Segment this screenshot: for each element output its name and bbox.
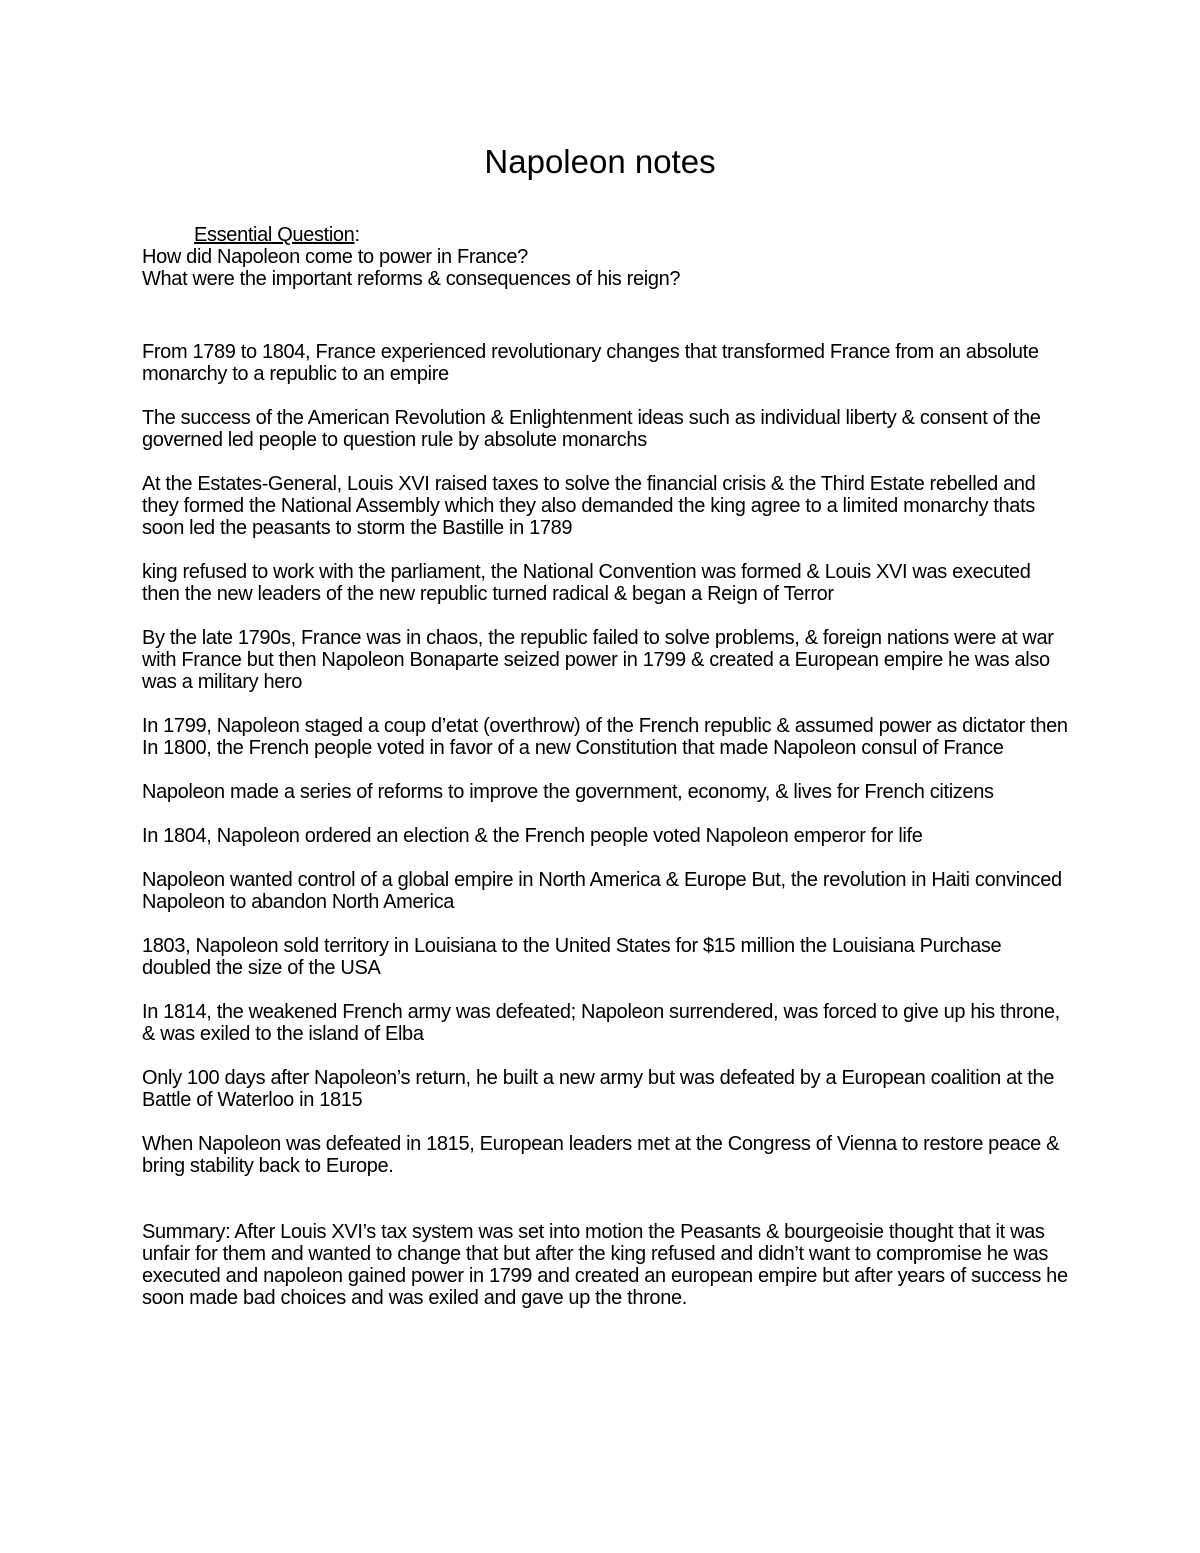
note-paragraph: The success of the American Revolution & Enlightenment ideas such as individual liberty & consent of the governed led people to question rule by absolute monarchs xyxy=(142,407,1041,451)
note-paragraph: Napoleon wanted control of a global empire in North America & Europe But, the revolution in Haiti convinced Napoleon to abandon North America xyxy=(142,869,1062,913)
essential-question-colon: : xyxy=(354,224,360,246)
note-paragraph: At the Estates-General, Louis XVI raised taxes to solve the financial crisis & the Third Estate rebelled and they formed the National Assembly which they also demanded the king agree to a limited monarchy thats soon led the peasants to storm the Bastille in 1789 xyxy=(142,473,1036,539)
note-paragraph: Only 100 days after Napoleon’s return, he built a new army but was defeated by a European coalition at the Battle of Waterloo in 1815 xyxy=(142,1067,1055,1111)
note-paragraph: 1803, Napoleon sold territory in Louisiana to the United States for $15 million the Louisiana Purchase doubled the size of the USA xyxy=(142,935,1002,979)
note-paragraph: In 1804, Napoleon ordered an election & the French people voted Napoleon emperor for life xyxy=(142,825,923,847)
note-paragraph: When Napoleon was defeated in 1815, European leaders met at the Congress of Vienna to restore peace & bring stability back to Europe. xyxy=(142,1133,1060,1177)
note-paragraph: From 1789 to 1804, France experienced revolutionary changes that transformed France from an absolute monarchy to a republic to an empire xyxy=(142,341,1039,385)
note-paragraph: king refused to work with the parliament, the National Convention was formed & Louis XVI was executed then the new leaders of the new republic turned radical & began a Reign of Terror xyxy=(142,561,1031,605)
question-item: What were the important reforms & consequences of his reign? xyxy=(142,268,681,290)
note-paragraph: In 1799, Napoleon staged a coup d’etat (overthrow) of the French republic & assumed power as dictator then In 1800, the French people voted in favor of a new Constitution that made Napoleon consul of France xyxy=(142,715,1068,759)
note-paragraph: Napoleon made a series of reforms to improve the government, economy, & lives for French citizens xyxy=(142,781,994,803)
summary-paragraph: Summary: After Louis XVI’s tax system was set into motion the Peasants & bourgeoisie thought that it was unfair for them and wanted to change that but after the king refused and didn’t want to compromise he was executed and napoleon gained power in 1799 and created an european empire but after years of success he soon made bad choices and was exiled and gave up the throne. xyxy=(142,1221,1068,1309)
note-paragraph: By the late 1790s, France was in chaos, the republic failed to solve problems, & foreign nations were at war with France but then Napoleon Bonaparte seized power in 1799 & created a European empire he was also was a military hero xyxy=(142,627,1054,693)
document-body xyxy=(142,224,1072,1309)
essential-question-heading xyxy=(194,224,1072,246)
question-item: How did Napoleon come to power in France? xyxy=(142,246,528,268)
document-title: Napoleon notes xyxy=(484,143,716,180)
note-paragraph: In 1814, the weakened French army was defeated; Napoleon surrendered, was forced to give up his throne, & was exiled to the island of Elba xyxy=(142,1001,1060,1045)
essential-question-label: Essential Question xyxy=(194,224,355,246)
